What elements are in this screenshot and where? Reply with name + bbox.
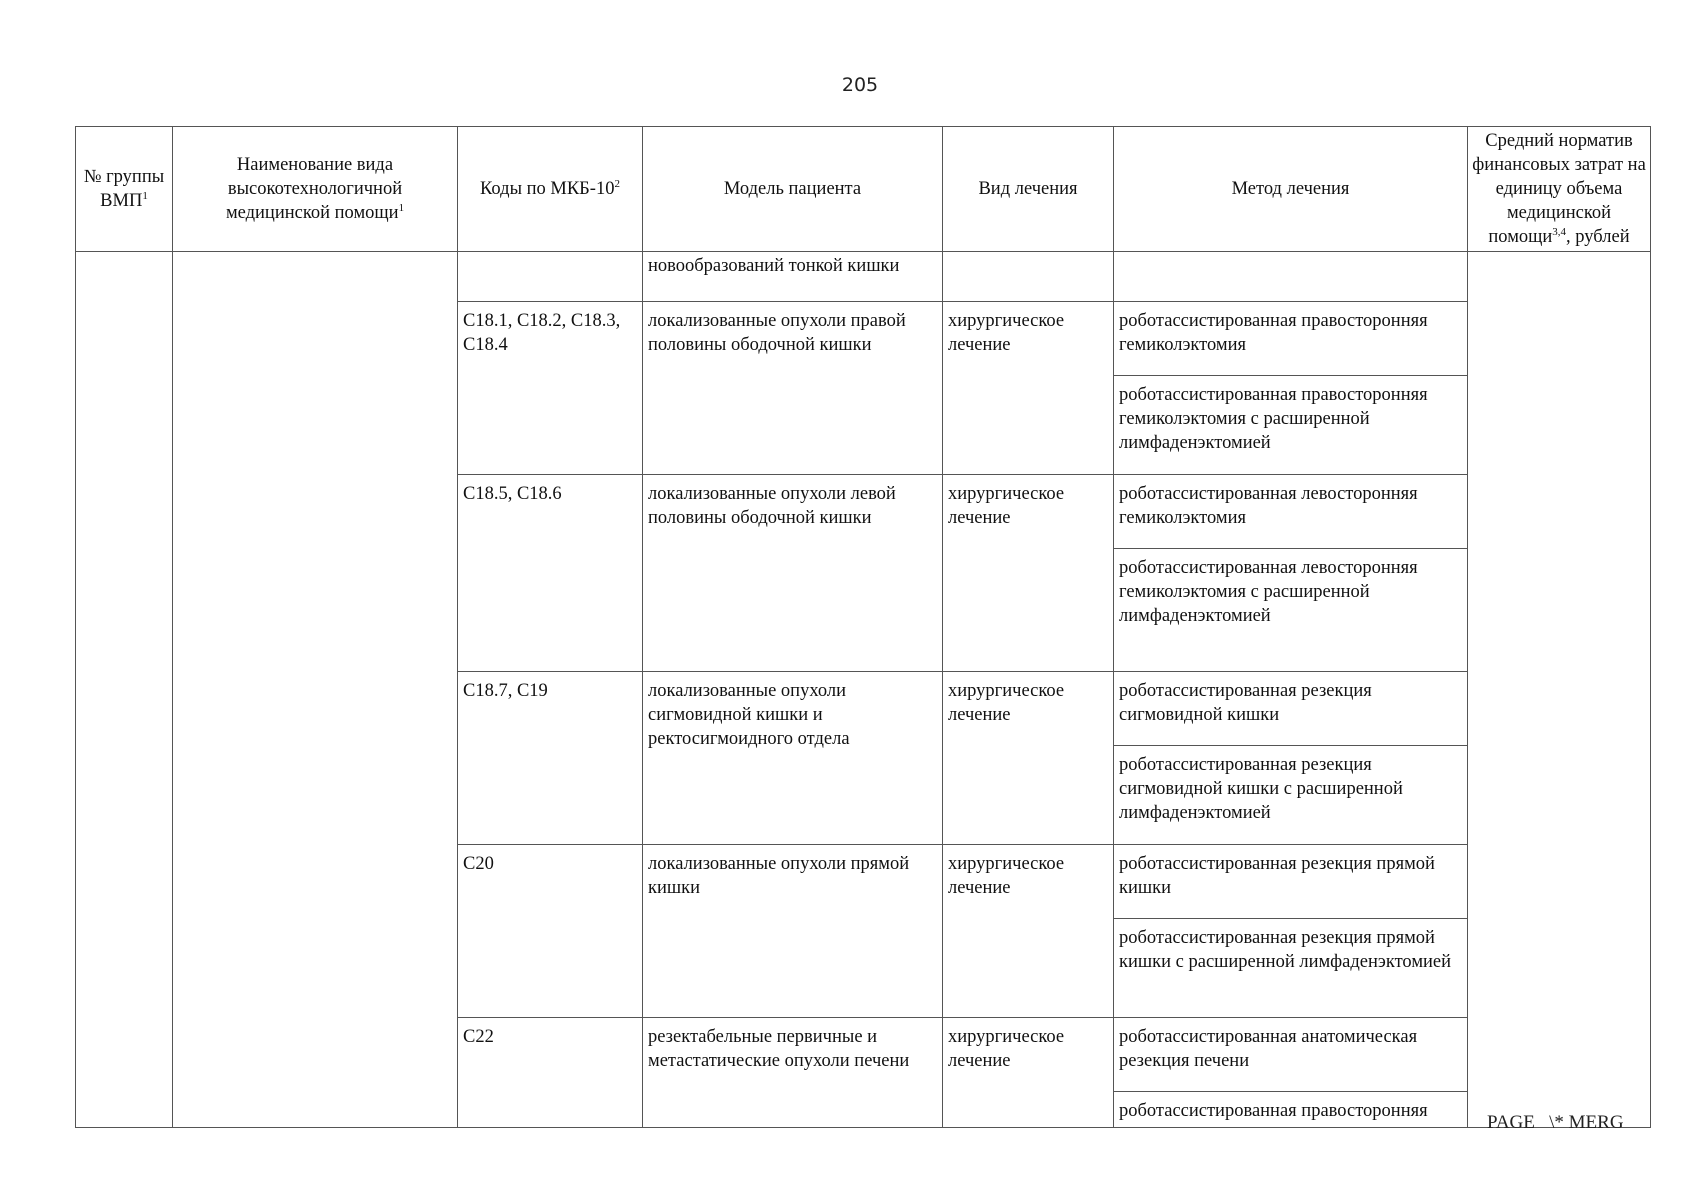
- cell-method: роботассистированная резекция прямой кишки с расширенной лимфаденэктомией: [1114, 919, 1468, 1018]
- cell-code: [458, 252, 643, 302]
- header-cost: Средний норматив финансовых затрат на единицу объема медицинской помощи$^{3,4}$, рублей: [1468, 127, 1651, 252]
- header-treatment-method: Метод лечения: [1114, 127, 1468, 252]
- cell-type: хирургическое лечение: [943, 475, 1114, 672]
- cell-model: новообразований тонкой кишки: [643, 252, 943, 302]
- cell-cost: [1468, 252, 1651, 1128]
- cell-type: [943, 252, 1114, 302]
- cell-method: роботассистированная правосторонняя гемиколэктомия с расширенной лимфаденэктомией: [1114, 376, 1468, 475]
- cell-type: хирургическое лечение: [943, 1018, 1114, 1128]
- cell-model: локализованные опухоли прямой кишки: [643, 845, 943, 1018]
- cell-type: хирургическое лечение: [943, 845, 1114, 1018]
- cell-name: [173, 252, 458, 1128]
- cell-code: C22: [458, 1018, 643, 1128]
- cell-code: C18.7, C19: [458, 672, 643, 845]
- cell-method: роботассистированная левосторонняя гемиколэктомия: [1114, 475, 1468, 549]
- medical-care-table: [75, 126, 1651, 1128]
- cell-model: локализованные опухоли левой половины ободочной кишки: [643, 475, 943, 672]
- header-name: Наименование вида высокотехнологичной медицинской помощи$^1$: [173, 127, 458, 252]
- table-row: [76, 252, 1651, 302]
- cell-type: хирургическое лечение: [943, 302, 1114, 475]
- cell-model: локализованные опухоли правой половины ободочной кишки: [643, 302, 943, 475]
- cell-method: [1114, 252, 1468, 302]
- cell-code: C18.5, C18.6: [458, 475, 643, 672]
- cell-method: роботассистированная правосторонняя: [1114, 1092, 1468, 1128]
- header-codes: Коды по МКБ-$10^2$: [458, 127, 643, 252]
- cell-group-no: [76, 252, 173, 1128]
- page-number: 205: [841, 74, 879, 96]
- cell-method: роботассистированная правосторонняя гемиколэктомия: [1114, 302, 1468, 376]
- header-group-no: № группы ВМП$^1$: [76, 127, 173, 252]
- cell-method: роботассистированная резекция прямой кишки: [1114, 845, 1468, 919]
- cell-method: роботассистированная левосторонняя гемиколэктомия с расширенной лимфаденэктомией: [1114, 549, 1468, 672]
- header-treatment-type: Вид лечения: [943, 127, 1114, 252]
- cell-type: хирургическое лечение: [943, 672, 1114, 845]
- page-field-code: PAGE \* MERG: [1487, 1112, 1624, 1133]
- header-patient-model: Модель пациента: [643, 127, 943, 252]
- cell-model: локализованные опухоли сигмовидной кишки и ректосигмоидного отдела: [643, 672, 943, 845]
- cell-method: роботассистированная анатомическая резекция печени: [1114, 1018, 1468, 1092]
- cell-model: резектабельные первичные и метастатические опухоли печени: [643, 1018, 943, 1128]
- cell-code: C18.1, C18.2, C18.3, C18.4: [458, 302, 643, 475]
- cell-code: C20: [458, 845, 643, 1018]
- table-header-row: [76, 127, 1651, 252]
- cell-method: роботассистированная резекция сигмовидной кишки с расширенной лимфаденэктомией: [1114, 746, 1468, 845]
- cell-method: роботассистированная резекция сигмовидной кишки: [1114, 672, 1468, 746]
